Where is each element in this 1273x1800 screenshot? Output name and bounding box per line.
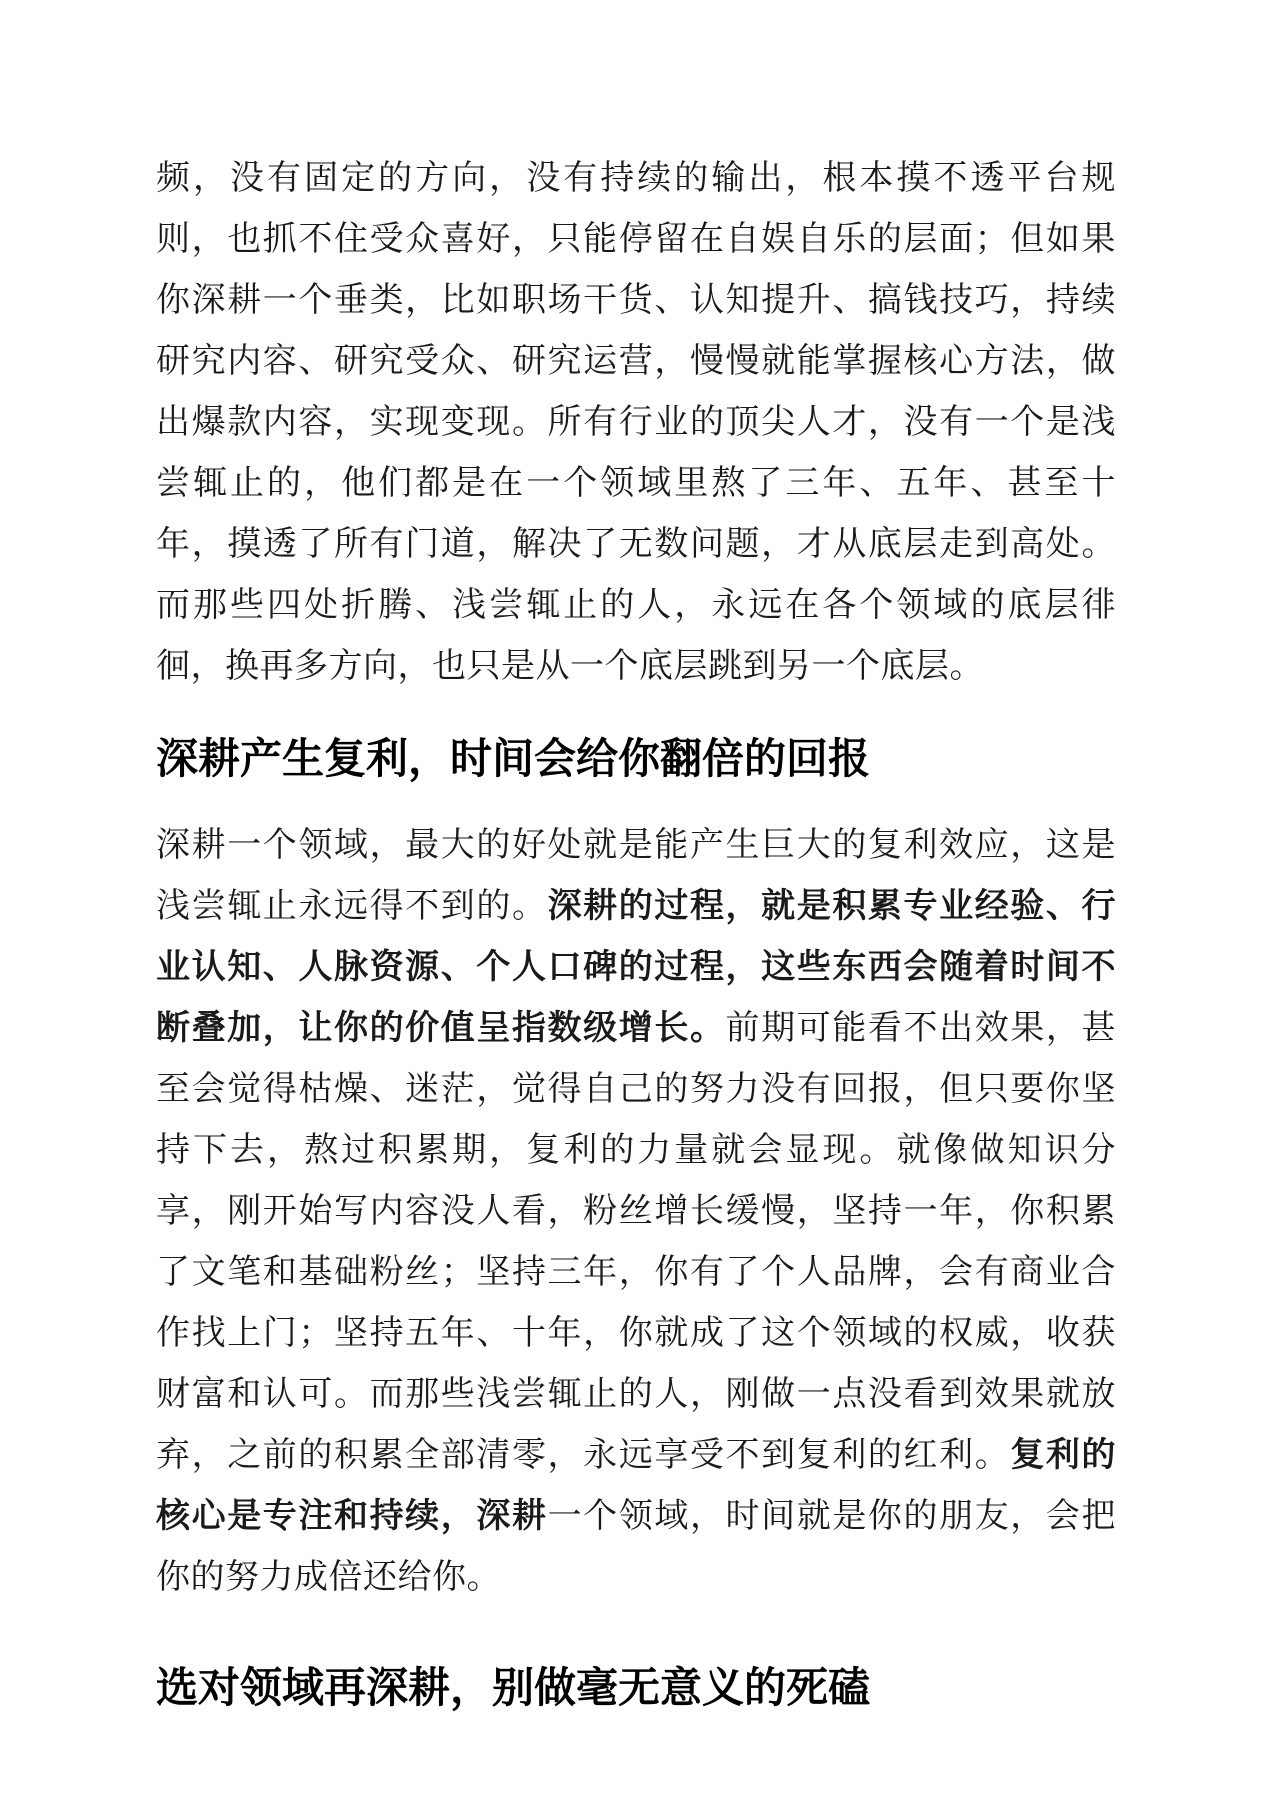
body-paragraph: 频，没有固定的方向，没有持续的输出，根本摸不透平台规则，也抓不住受众喜好，只能停留在自娱自乐的层面；但如果你深耕一个垂类，比如职场干货、认知提升、搞钱技巧，持续研究内容、研究受众、研究运营，慢慢就能掌握核心方法，做出爆款内容，实现变现。所有行业的顶尖人才，没有一个是浅尝辄止的，他们都是在一个领域里熬了三年、五年、甚至十年，摸透了所有门道，解决了无数问题，才从底层走到高处。而那些四处折腾、浅尝辄止的人，永远在各个领域的底层徘徊，换再多方向，也只是从一个底层跳到另一个底层。 <box>156 158 1116 686</box>
section-heading: 深耕产生复利，时间会给你翻倍的回报 <box>156 734 871 783</box>
bold-emphasis: 深耕的过程，就是积累专业经验、行业认知、人脉资源、个人口碑的过程，这些东西会随着时间不断叠加，让你的价值呈指数级增长。 <box>156 886 1117 1048</box>
section-heading: 选对领域再深耕，别做毫无意义的死磕 <box>156 1663 871 1712</box>
article-body <box>156 148 1116 1718</box>
body-paragraph <box>156 815 1116 1608</box>
paragraph-text: 前期可能看不出效果，甚至会觉得枯燥、迷茫，觉得自己的努力没有回报，但只要你坚持下去，熬过积累期，复利的力量就会显现。就像做知识分享，刚开始写内容没人看，粉丝增长缓慢，坚持一年，你积累了文笔和基础粉丝；坚持三年，你有了个人品牌，会有商业合作找上门；坚持五年、十年，你就成了这个领域的权威，收获财富和认可。而那些浅尝辄止的人，刚做一点没看到效果就放弃，之前的积累全部清零，永远享受不到复利的红利。 <box>156 1008 1117 1475</box>
paragraph-text: 一个领域，时间就是你的朋友，会把你的努力成倍还给你。 <box>156 1496 1117 1597</box>
bold-emphasis: 复利的核心是专注和持续，深耕 <box>156 1435 1117 1536</box>
paragraph-text: 深耕一个领域，最大的好处就是能产生巨大的复利效应，这是浅尝辄止永远得不到的。 <box>156 825 1116 926</box>
